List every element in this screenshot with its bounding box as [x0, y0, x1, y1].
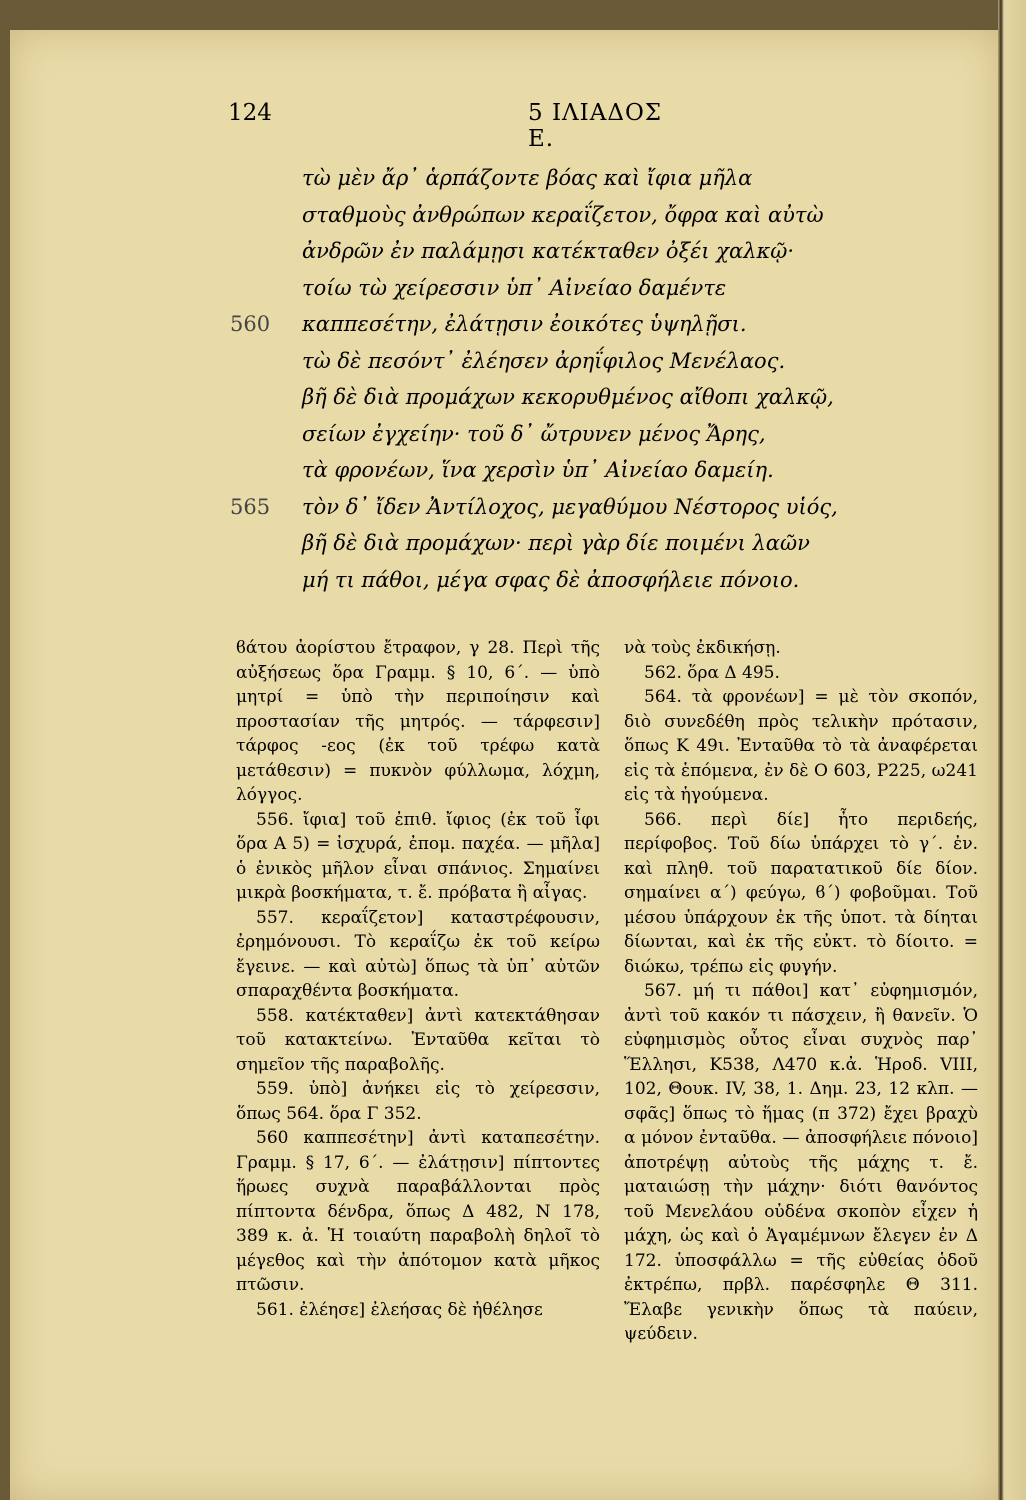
- commentary-note: 560 καππεσέτην] ἀντὶ καταπεσέτην. Γραμμ. § 17, 6΄. — ἐλάτῃσιν] πίπτοντες ἥρωες συχνὰ παραβάλλονται πρὸς πίπτοντα δένδρα, ὅπως Δ 482, Ν 178, 389 κ. ἀ. Ἡ τοιαύτη παραβολὴ δηλοῖ τὸ μέγεθος καὶ τὴν ἀπότομον κατὰ μῆκος πτῶσιν.: [236, 1128, 600, 1295]
- verse-text: καππεσέτην, ἐλάτῃσιν ἐοικότες ὑψηλῇσι.: [302, 312, 747, 336]
- commentary-note: 562. ὅρα Δ 495.: [644, 662, 780, 683]
- commentary-note: 567. μή τι πάθοι] κατ᾽ εὐφημισμόν, ἀντὶ τοῦ κακόν τι πάσχειν, ἢ θανεῖν. Ὁ εὐφημισμὸς οὗτος εἶναι συχνὸς παρ᾽ Ἕλλησι, Κ538, Λ470 κ.ἀ. Ἡροδ. VIII, 102, Θουκ. IV, 38, 1. Δημ. 23, 12 κλπ. — σφᾶς] ὅπως τὸ ἥμας (π 372) ἔχει βραχὺ α μόνον ἐνταῦθα. — ἀποσφήλειε πόνοιο] ἀποτρέψῃ αὐτοὺς τῆς μάχης τ. ἔ. ματαιώσῃ τὴν μάχην· διότι θανόντος τοῦ Μενελάου οὐδένα σκοπὸν εἶχεν ἡ μάχη, ὡς καὶ ὁ Ἀγαμέμνων ἔλεγεν ἐν Δ 172. ὑποσφάλλω = τῆς εὐθείας ὁδοῦ ἐκτρέπω, πρβλ. παρέσφηλε Θ 311. Ἔλαβε γενικὴν ὅπως τὰ παύειν, ψεύδειν.: [624, 981, 978, 1344]
- verse-text: σταθμοὺς ἀνθρώπων κεραΐζετον, ὄφρα καὶ αὐτὼ: [302, 202, 824, 227]
- commentary-note: ϐάτου ἀορίστου ἔτραφον, γ 28. Περὶ τῆς αὐξήσεως ὅρα Γραμμ. § 10, 6΄. — ὑπὸ μητρί = ὑπὸ τὴν περιποίησιν καὶ προστασίαν τῆς μητρός. — τάρφεσιν] τάρφος ‑εος (ἐκ τοῦ τρέφω κατὰ μετάθεσιν) = πυκνὸν φύλλωμα, λόχμη, λόγγος.: [236, 638, 600, 805]
- page-header: [228, 100, 688, 152]
- verse-line: [230, 525, 930, 562]
- verse-line: [230, 379, 930, 416]
- verse-text: τὰ φρονέων, ἵνα χερσὶν ὑπ᾽ Αἰνείαο δαμείη.: [302, 458, 774, 482]
- commentary-note: 556. ἴφια] τοῦ ἐπιθ. ἴφιος (ἐκ τοῦ ἶφι ὅρα Α 5) = ἰσχυρά, ἐπομ. παχέα. — μῆλα] ὁ ἑνικὸς μῆλον εἶναι σπάνιος. Σημαίνει μικρὰ βοσκήματα, τ. ἔ. πρόβατα ἢ αἶγας.: [236, 809, 600, 903]
- verse-text: τὼ δὲ πεσόντ᾽ ἐλέησεν ἀρηΐφιλος Μενέλαος.: [302, 348, 786, 373]
- verse-text: βῆ δὲ διὰ προμάχων· περὶ γὰρ δίε ποιμένι λαῶν: [302, 531, 810, 555]
- verse-text: τὼ μὲν ἄρ᾽ ἁρπάζοντε βόας καὶ ἴφια μῆλα: [302, 166, 753, 190]
- verse-line: [230, 160, 930, 197]
- verse-text: τοίω τὼ χείρεσσιν ὑπ᾽ Αἰνείαο δαμέντε: [302, 275, 727, 300]
- verse-text: ἀνδρῶν ἐν παλάμῃσι κατέκταθεν ὀξέι χαλκῷ·: [302, 239, 795, 263]
- verse-line: [230, 416, 930, 453]
- verse-block: [230, 160, 930, 598]
- commentary-note: 561. ἐλέησε] ἐλεήσας δὲ ἠθέλησε: [256, 1299, 543, 1320]
- commentary-note: 566. περὶ δίε] ἦτο περιδεής, περίφοβος. Τοῦ δίω ὑπάρχει τὸ γ΄. ἐν. καὶ πληθ. τοῦ παρατατικοῦ δίε δίον. σημαίνει α΄) φεύγω, ϐ΄) φοβοῦμαι. Τοῦ μέσου ὑπάρχουν ἐκ τῆς ὑποτ. τὰ δίηται δίωνται, καὶ ἐκ τῆς εὐκτ. τὸ δίοιτο. = διώκω, τρέπω εἰς φυγήν.: [624, 809, 978, 977]
- commentary-left-column: [236, 636, 600, 1322]
- verse-line: [230, 343, 930, 380]
- running-title: 5 ΙΛΙΑΔΟΣ Ε.: [528, 100, 663, 152]
- verse-text: βῆ δὲ διὰ προμάχων κεκορυθμένος αἴθοπι χαλκῷ,: [302, 385, 834, 409]
- verse-line: [230, 489, 930, 526]
- commentary-note: νὰ τοὺς ἐκδικήσῃ.: [624, 638, 781, 658]
- verse-number: 560: [230, 312, 271, 336]
- verse-line: [230, 306, 930, 343]
- verse-line: [230, 233, 930, 270]
- verse-line: [230, 452, 930, 489]
- commentary-note: 564. τὰ φρονέων] = μὲ τὸν σκοπόν, διὸ συνεδέθη πρὸς τελικὴν πρότασιν, ὅπως Κ 49ι. Ἐνταῦθα τὸ τὰ ἀναφέρεται εἰς τὰ ἑπόμενα, ἐν δὲ Ο 603, Ρ225, ω241 εἰς τὰ ἡγούμενα.: [624, 687, 978, 805]
- verse-line: [230, 197, 930, 234]
- verse-line: [230, 562, 930, 599]
- commentary-note: 559. ὑπὸ] ἀνήκει εἰς τὸ χείρεσσιν, ὅπως 564. ὅρα Γ 352.: [236, 1079, 600, 1124]
- commentary-note: 557. κεραΐζετον] καταστρέφουσιν, ἐρημόνουσι. Τὸ κεραΐζω ἐκ τοῦ κείρω ἔγεινε. — καὶ αὐτὼ] ὅπως τὰ ὑπ᾽ αὐτῶν σπαραχθέντα βοσκήματα.: [236, 907, 600, 1001]
- verse-text: μή τι πάθοι, μέγα σφας δὲ ἀποσφήλειε πόνοιο.: [302, 567, 800, 592]
- page-edge: [998, 0, 1026, 1500]
- verse-text: σείων ἐγχείην· τοῦ δ᾽ ὤτρυνεν μένος Ἄρης,: [302, 421, 766, 446]
- commentary-right-column: [624, 636, 978, 1347]
- page-number: 124: [228, 100, 272, 126]
- verse-line: [230, 270, 930, 307]
- commentary-note: 558. κατέκταθεν] ἀντὶ κατεκτάθησαν τοῦ κατακτείνω. Ἐνταῦθα κεῖται τὸ σημεῖον τῆς παραβολῆς.: [236, 1005, 600, 1075]
- verse-number: 565: [230, 494, 271, 519]
- verse-text: τὸν δ᾽ ἴδεν Ἀντίλοχος, μεγαθύμου Νέστορος υἱός,: [302, 494, 838, 519]
